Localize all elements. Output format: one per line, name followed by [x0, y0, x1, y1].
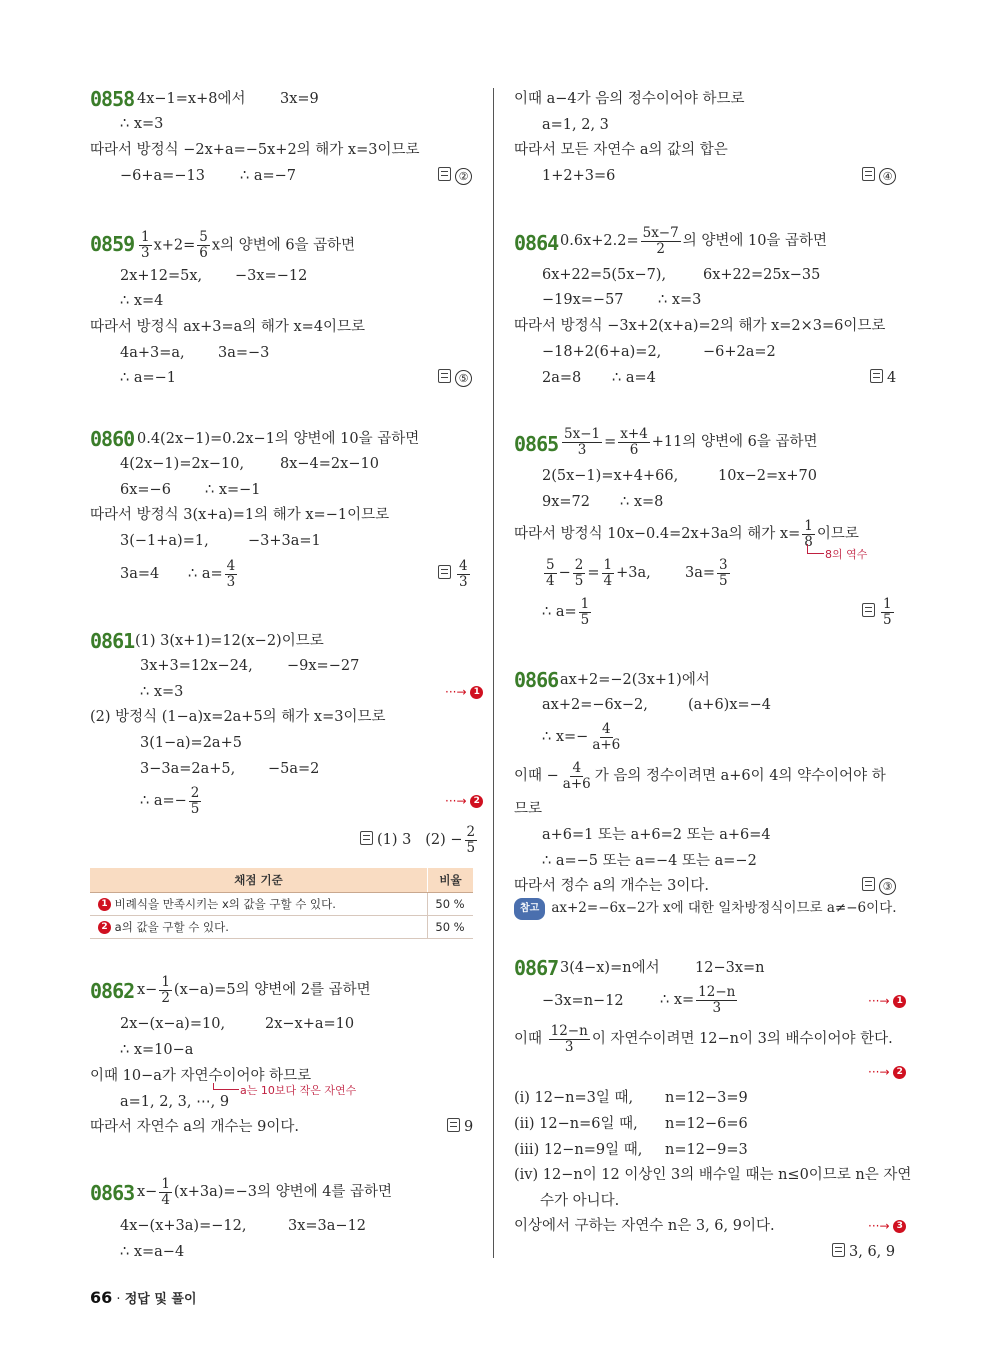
answer [862, 596, 896, 628]
tip-line [514, 898, 897, 920]
line: 3a= $\frac{3}{5}$ [685, 556, 728, 589]
line: −3x=−12 [235, 268, 308, 284]
line: 3a=4 [120, 566, 160, 582]
page-footer [90, 1288, 197, 1307]
problem-number: 0865 [514, 432, 559, 456]
fraction: $\frac{1}{2}$ [161, 973, 170, 1006]
line: n=12−9=3 [665, 1142, 748, 1158]
line: (ⅳ) 12−n이 12 이상인 3의 배수일 때는 n≤0이므로 n은 자연 [514, 1167, 912, 1183]
line: 따라서 자연수 a의 개수는 9이다. [90, 1119, 299, 1135]
grading-header-ratio: 비율 [428, 868, 474, 893]
line: (1) 3(x+1)=12(x−2)이므로 [135, 633, 324, 649]
grading-row [90, 916, 473, 939]
tip-text: ax+2=−6x−2가 x에 대한 일차방정식이므로 a≠−6이다. [551, 900, 897, 916]
line: 3−3a=2a+5, [140, 761, 236, 777]
page-number: 66 [90, 1288, 113, 1307]
line: −18+2(6+a)=2, [542, 344, 662, 360]
problem-number: 0858 [90, 87, 135, 111]
grading-table [90, 868, 473, 939]
line: ∴ x=10−a [120, 1042, 194, 1058]
line: 수가 아니다. [540, 1193, 620, 1209]
line: ∴ x=8 [620, 494, 664, 510]
line: (ⅲ) 12−n=9일 때, [514, 1142, 643, 1158]
line: a=1, 2, 3, ⋯, 9 [120, 1094, 230, 1110]
line: 6x+22=5(5x−7), [542, 267, 667, 283]
answer-icon [832, 1243, 845, 1257]
line: 3(4−x)=n에서 [560, 960, 660, 976]
answer [438, 558, 472, 590]
line: 6x=−6 [120, 482, 171, 498]
grading-row [90, 893, 473, 916]
line: 이상에서 구하는 자연수 n은 3, 6, 9이다. [514, 1218, 775, 1234]
line: (2) 방정식 (1−a)x=2a+5의 해가 x=3이므로 [90, 709, 386, 725]
answer-choice: ⑤ [455, 370, 472, 387]
note-pointer [213, 1083, 239, 1090]
line: n=12−6=6 [665, 1116, 748, 1132]
answer-icon [862, 877, 875, 891]
fraction: $\frac{1}{8}$ [804, 517, 813, 550]
answer-icon [438, 167, 451, 181]
line: −3x=n−12 [542, 993, 624, 1009]
answer [438, 166, 472, 186]
line: ∴ a=−5 또는 a=−4 또는 a=−2 [542, 853, 757, 869]
line: 2x+12=5x, [120, 268, 203, 284]
answer: (1) 3 (2) − $\frac{2}{5}$ [360, 824, 479, 856]
answer: 9 [447, 1117, 473, 1137]
answer [438, 368, 472, 388]
grading-header-criteria: 채점 기준 [90, 868, 428, 893]
fraction: $\frac{12-n}{3}$ [550, 1022, 588, 1055]
line: ∴ a= $\frac{1}{5}$ [542, 595, 590, 628]
fraction: $\frac{12-n}{3}$ [698, 983, 736, 1016]
line: x− $\frac{1}{4}$ (x+3a)=−3의 양변에 4를 곱하면 [137, 1175, 393, 1208]
line: 따라서 모든 자연수 a의 값의 합은 [514, 142, 728, 158]
line: ∴ x=− $\frac{4}{a+6}$ [542, 720, 621, 753]
line: 3x+3=12x−24, [140, 658, 253, 674]
answer-choice: ② [455, 168, 472, 185]
line: 12−3x=n [695, 960, 765, 976]
line: ∴ x=3 [658, 292, 702, 308]
line: ∴ a=−1 [120, 370, 177, 386]
line: 따라서 방정식 10x−0.4=2x+3a의 해가 x= $\frac{1}{8}$ 이므로 [514, 517, 859, 550]
line: $\frac{5}{4}$ − $\frac{2}{5}$ = $\frac{1}{4}$ +3a, [546, 556, 651, 589]
line: $\frac{1}{3}$ x+2= $\frac{5}{6}$ x의 양변에 6을 곱하면 [141, 229, 356, 261]
line: 이때 − $\frac{4}{a+6}$ 가 음의 정수이려면 a+6이 4의 약수이어야 하 [514, 759, 886, 792]
line: (a+6)x=−4 [688, 697, 772, 713]
problem-number: 0867 [514, 956, 559, 980]
problem-number: 0864 [514, 231, 559, 255]
line: 따라서 방정식 −2x+a=−5x+2의 해가 x=3이므로 [90, 142, 420, 158]
note-pointer [807, 544, 824, 554]
line: 2(5x−1)=x+4+66, [542, 468, 679, 484]
line: 3x=3a−12 [288, 1218, 367, 1234]
fraction: $\frac{2}{5}$ [190, 784, 200, 817]
line: ∴ x=3 [140, 684, 184, 700]
footer-label: 정답 및 풀이 [124, 1292, 197, 1307]
line: ∴ x= $\frac{12-n}{3}$ [660, 983, 736, 1016]
line: 10x−2=x+70 [718, 468, 817, 484]
line: 0.6x+2.2= $\frac{5x-7}{2}$ 의 양변에 10을 곱하면 [560, 224, 828, 257]
answer: 4 [870, 368, 896, 388]
answer [862, 166, 896, 186]
line: ∴ a=− $\frac{2}{5}$ [140, 784, 200, 817]
answer-icon [438, 369, 451, 383]
line: 따라서 방정식 −3x+2(x+a)=2의 해가 x=2×3=6이므로 [514, 318, 886, 334]
line: −3+3a=1 [248, 533, 321, 549]
line: −19x=−57 [542, 292, 624, 308]
line: 2a=8 [542, 370, 582, 386]
line: (ⅱ) 12−n=6일 때, [514, 1116, 638, 1132]
line: a+6=1 또는 a+6=2 또는 a+6=4 [542, 827, 771, 843]
line: ∴ x=3 [120, 116, 164, 132]
line: ∴ a= $\frac{4}{3}$ [188, 557, 236, 590]
step-marker: ···→ 1 [868, 993, 906, 1009]
fraction: $\frac{3}{5}$ [719, 556, 728, 589]
answer-icon [870, 369, 883, 383]
line: 2x−x+a=10 [265, 1016, 355, 1032]
answer-icon [862, 603, 875, 617]
line: ax+2=−6x−2, [542, 697, 648, 713]
fraction: $\frac{x+4}{6}$ [620, 425, 648, 458]
grading-ratio: 50 % [428, 916, 474, 939]
answer-fraction: $\frac{1}{5}$ [883, 595, 892, 628]
side-note: a는 10보다 작은 자연수 [240, 1084, 357, 1097]
line: 8x−4=2x−10 [280, 456, 379, 472]
answer-choice: ④ [879, 168, 896, 185]
line: 3(1−a)=2a+5 [140, 735, 242, 751]
line: 4(2x−1)=2x−10, [120, 456, 245, 472]
line: 6x+22=25x−35 [703, 267, 821, 283]
problem-number: 0863 [90, 1181, 135, 1205]
line: 따라서 정수 a의 개수는 3이다. [514, 878, 709, 894]
line: 0.4(2x−1)=0.2x−1의 양변에 10을 곱하면 [137, 431, 420, 447]
line: 이때 $\frac{12-n}{3}$ 이 자연수이려면 12−n이 3의 배수이어야 한다. [514, 1022, 893, 1055]
grading-ratio: 50 % [428, 893, 474, 916]
line: 이때 10−a가 자연수이어야 하므로 [90, 1068, 312, 1084]
fraction: $\frac{1}{5}$ [580, 595, 590, 628]
line: 이때 a−4가 음의 정수이어야 하므로 [514, 91, 745, 107]
problem-number: 0862 [90, 979, 135, 1003]
line: 따라서 방정식 ax+3=a의 해가 x=4이므로 [90, 319, 366, 335]
fraction: $\frac{5}{6}$ [199, 229, 208, 261]
answer-icon [447, 1118, 460, 1132]
line: −9x=−27 [287, 658, 360, 674]
problem-number: 0861 [90, 629, 135, 653]
line: 4a+3=a, [120, 345, 185, 361]
line: 4x−(x+3a)=−12, [120, 1218, 247, 1234]
line: ∴ a=−7 [240, 168, 297, 184]
fraction: $\frac{1}{4}$ [603, 556, 613, 589]
line: −6+2a=2 [703, 344, 776, 360]
line: 3(−1+a)=1, [120, 533, 209, 549]
fraction: $\frac{2}{5}$ [574, 556, 584, 589]
answer-choice: ③ [879, 878, 896, 895]
line: 므로 [514, 801, 543, 817]
line: 따라서 방정식 3(x+a)=1의 해가 x=−1이므로 [90, 507, 390, 523]
line: $\frac{5x-1}{3}$ = $\frac{x+4}{6}$ +11의 양변에 6을 곱하면 [564, 425, 818, 458]
step-marker: ···→ 3 [868, 1218, 906, 1234]
footer-separator: · [116, 1292, 121, 1307]
grading-criterion: 1 비례식을 만족시키는 x의 값을 구할 수 있다. [90, 893, 428, 916]
problem-number: 0859 [90, 232, 135, 256]
line: 2x−(x−a)=10, [120, 1016, 226, 1032]
answer: 3, 6, 9 [832, 1242, 895, 1262]
grading-criterion: 2 a의 값을 구할 수 있다. [90, 916, 428, 939]
step-marker: ···→ 2 [868, 1064, 906, 1080]
line: (ⅰ) 12−n=3일 때, [514, 1090, 634, 1106]
tip-tag: 참고 [514, 898, 545, 920]
problem-number: 0860 [90, 427, 135, 451]
line: n=12−3=9 [665, 1090, 748, 1106]
answer-fraction: $\frac{2}{5}$ [466, 823, 476, 856]
fraction: $\frac{5x-7}{2}$ [642, 224, 679, 257]
answer-icon [360, 831, 373, 845]
answer-icon [862, 167, 875, 181]
answer-icon [438, 565, 451, 579]
side-note: 8의 역수 [825, 548, 868, 561]
line: 3x=9 [280, 91, 319, 107]
line: 9x=72 [542, 494, 591, 510]
line: ∴ x=a−4 [120, 1244, 185, 1260]
fraction: $\frac{1}{4}$ [161, 1175, 170, 1208]
line: ∴ a=4 [612, 370, 656, 386]
line: ax+2=−2(3x+1)에서 [560, 672, 710, 688]
problem-number: 0866 [514, 668, 559, 692]
line: 1+2+3=6 [542, 168, 616, 184]
fraction: $\frac{4}{a+6}$ [562, 759, 591, 792]
answer-fraction: $\frac{4}{3}$ [459, 557, 468, 590]
line: 4x−1=x+8에서 [137, 91, 246, 107]
line: ∴ x=4 [120, 293, 164, 309]
line: −5a=2 [268, 761, 320, 777]
fraction: $\frac{1}{3}$ [141, 229, 150, 261]
step-marker: ···→ 2 [445, 793, 483, 809]
fraction: $\frac{4}{3}$ [226, 557, 236, 590]
line: a=1, 2, 3 [542, 117, 609, 133]
line: x− $\frac{1}{2}$ (x−a)=5의 양변에 2를 곱하면 [137, 973, 371, 1006]
fraction: $\frac{4}{a+6}$ [592, 720, 621, 753]
fraction: $\frac{5}{4}$ [546, 556, 555, 589]
answer [862, 876, 896, 896]
fraction: $\frac{5x-1}{3}$ [564, 425, 601, 458]
step-marker: ···→ 1 [445, 684, 483, 700]
line: ∴ x=−1 [205, 482, 261, 498]
line: 3a=−3 [218, 345, 270, 361]
line: −6+a=−13 [120, 168, 205, 184]
column-divider [493, 88, 494, 1258]
